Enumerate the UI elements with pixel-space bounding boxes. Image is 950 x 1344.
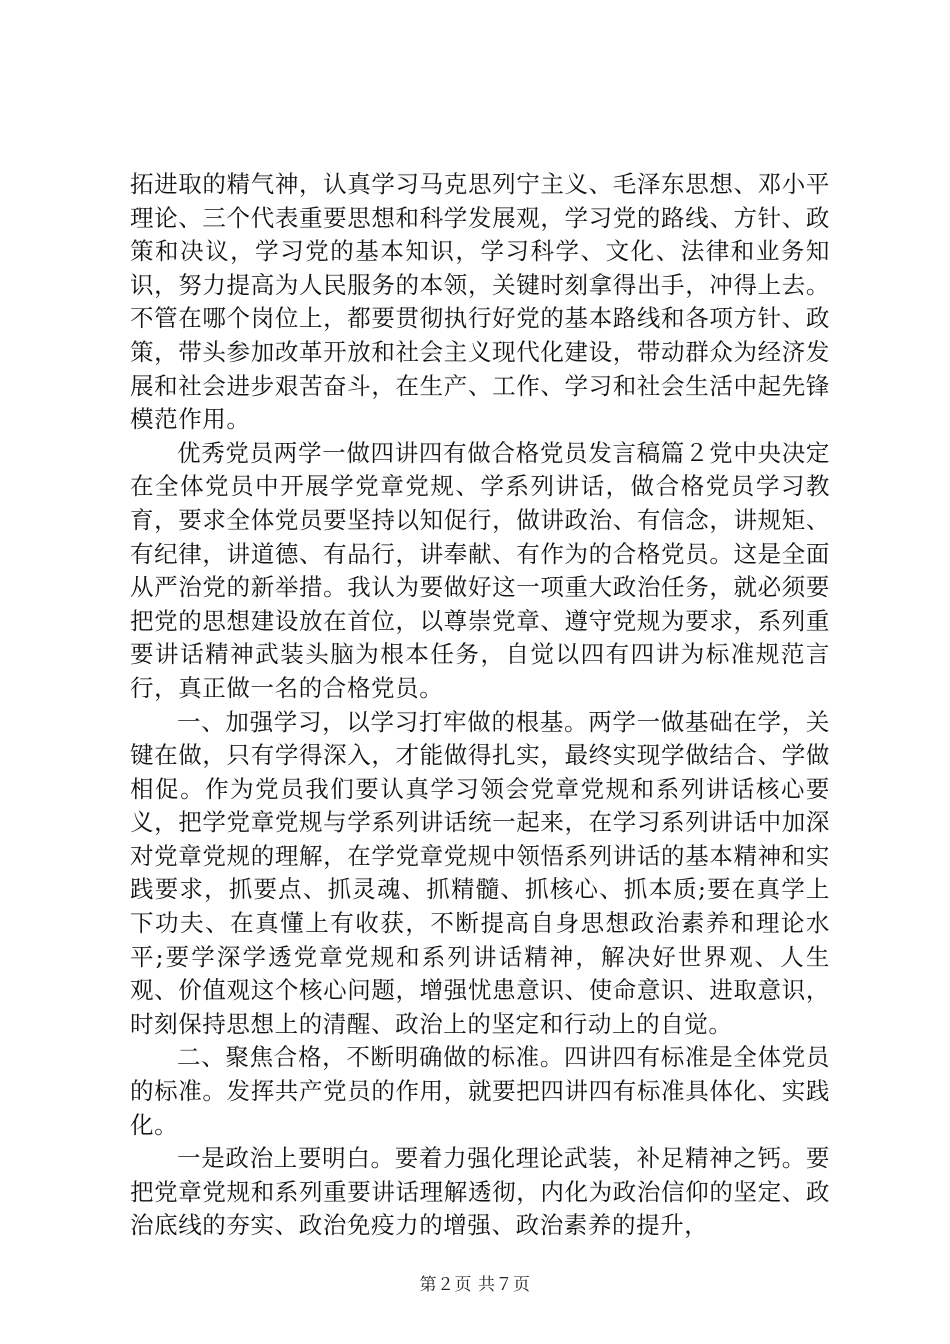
page-number-footer: 第２页 共７页 [419, 1275, 531, 1295]
document-body [130, 168, 830, 1243]
paragraph-point-one: 一是政治上要明白。要着力强化理论武装，补足精神之钙。要把党章党规和系列重要讲话理解透彻，内化为政治信仰的坚定、政治底线的夯实、政治免疫力的增强、政治素养的提升， [130, 1144, 830, 1240]
paragraph-section-one: 一、加强学习，以学习打牢做的根基。两学一做基础在学，关键在做，只有学得深入，才能做得扎实，最终实现学做结合、学做相促。作为党员我们要认真学习领会党章党规和系列讲话核心要义，把学党章党规与学系列讲话统一起来，在学习系列讲话中加深对党章党规的理解，在学党章党规中领悟系列讲话的基本精神和实践要求，抓要点、抓灵魂、抓精髓、抓核心、抓本质;要在真学上下功夫、在真懂上有收获，不断提高自身思想政治素养和理论水平;要学深学透党章党规和系列讲话精神，解决好世界观、人生观、价值观这个核心问题，增强忧患意识、使命意识、进取意识，时刻保持思想上的清醒、政治上的坚定和行动上的自觉。 [130, 707, 830, 1038]
paragraph-speech-intro: 优秀党员两学一做四讲四有做合格党员发言稿篇２党中央决定在全体党员中开展学党章党规、学系列讲话，做合格党员学习教育，要求全体党员要坚持以知促行，做讲政治、有信念，讲规矩、有纪律，讲道德、有品行，讲奉献、有作为的合格党员。这是全面从严治党的新举措。我认为要做好这一项重大政治任务，就必须要把党的思想建设放在首位，以尊崇党章、遵守党规为要求，系列重要讲话精神武装头脑为根本任务，自觉以四有四讲为标准规范言行，真正做一名的合格党员。 [130, 438, 830, 702]
paragraph-section-two: 二、聚焦合格，不断明确做的标准。四讲四有标准是全体党员的标准。发挥共产党员的作用，就要把四讲四有标准具体化、实践化。 [130, 1043, 830, 1139]
paragraph-continuation: 拓进取的精气神，认真学习马克思列宁主义、毛泽东思想、邓小平理论、三个代表重要思想和科学发展观，学习党的路线、方针、政策和决议，学习党的基本知识，学习科学、文化、法律和业务知识，努力提高为人民服务的本领，关键时刻拿得出手，冲得上去。不管在哪个岗位上，都要贯彻执行好党的基本路线和各项方针、政策，带头参加改革开放和社会主义现代化建设，带动群众为经济发展和社会进步艰苦奋斗，在生产、工作、学习和社会生活中起先锋模范作用。 [130, 170, 830, 434]
